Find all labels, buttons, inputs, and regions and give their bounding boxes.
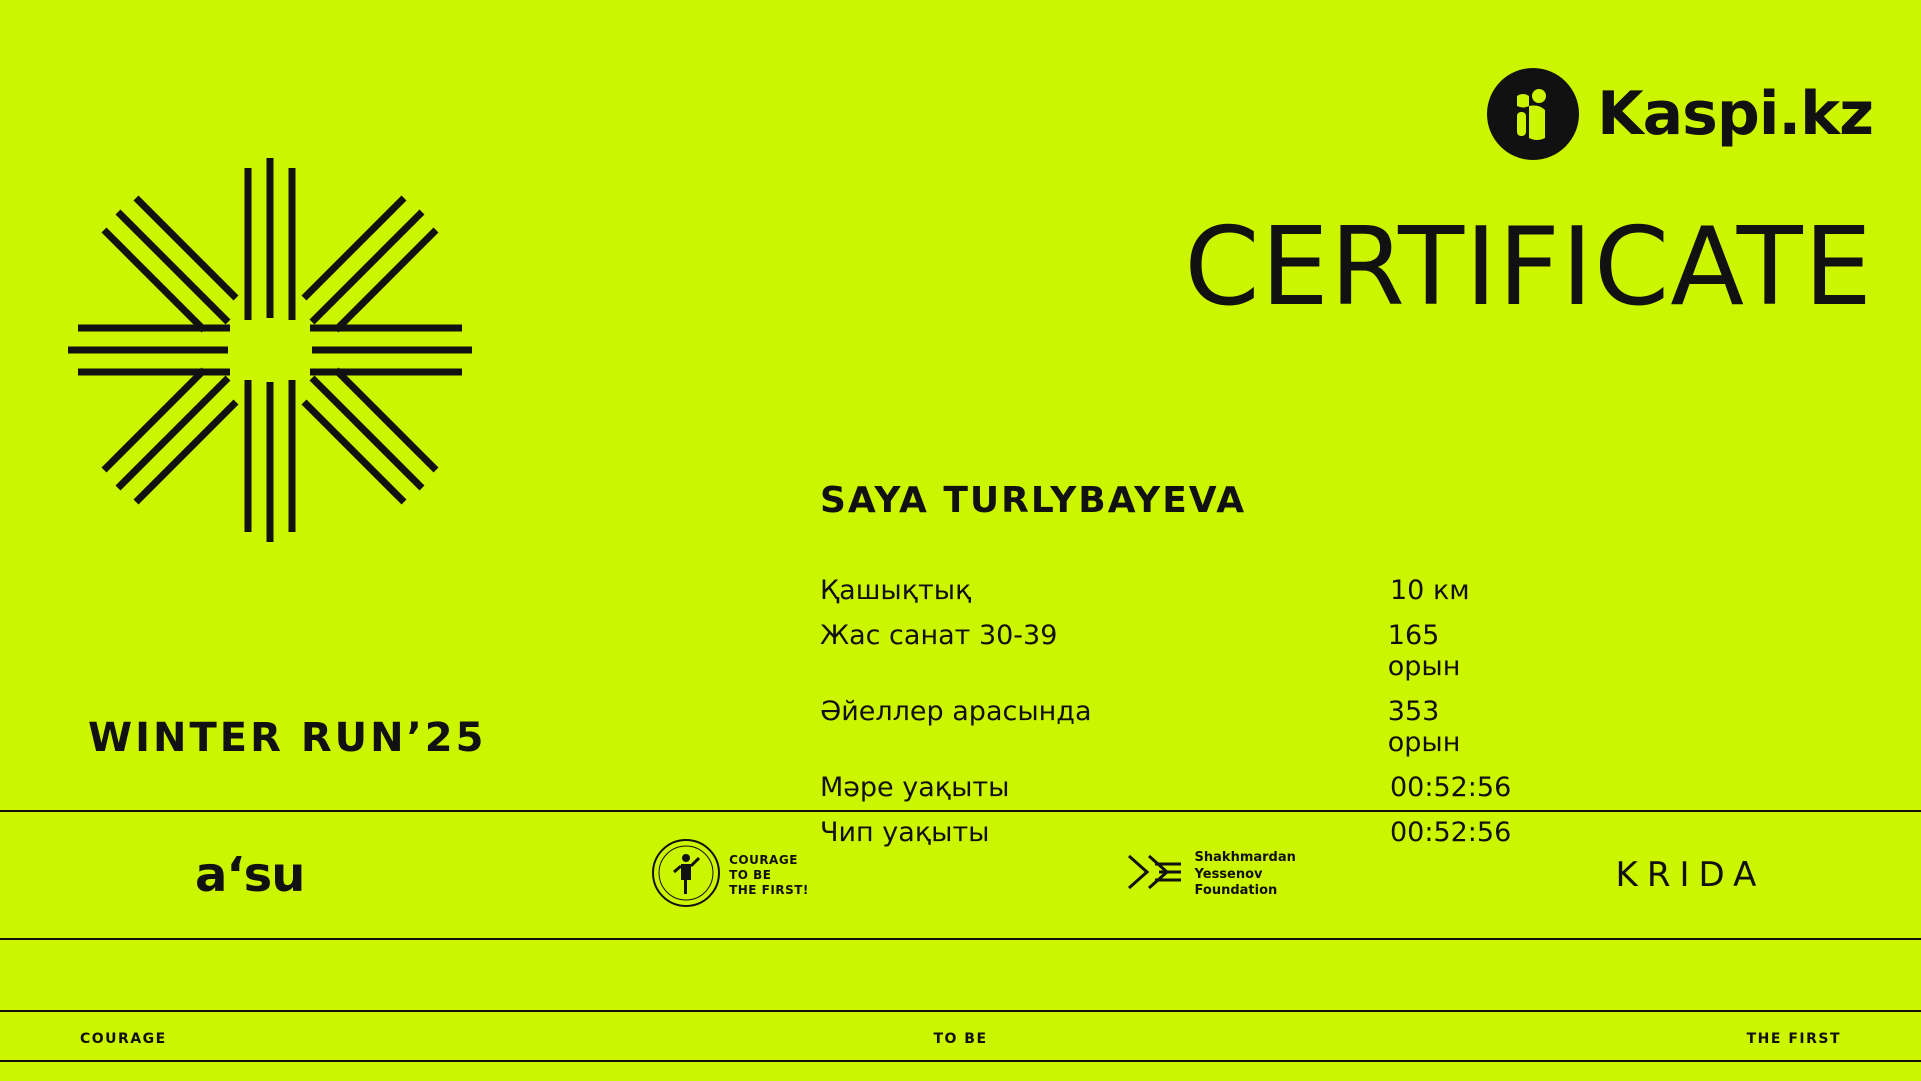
stat-value: 00:52:56 (1390, 817, 1512, 848)
krida-wordmark: KRIDA (1615, 855, 1766, 895)
stat-value: 10 км (1390, 575, 1470, 606)
kaspi-wordmark: Kaspi.kz (1597, 79, 1873, 149)
page-title: CERTIFICATE (1184, 205, 1873, 330)
divider-footer-top (0, 1010, 1921, 1012)
sponsor-band (0, 812, 1921, 938)
asu-wordmark: aʻsu (195, 847, 305, 903)
athlete-name: SAYA TURLYBAYEVA (820, 480, 1247, 521)
stat-row (820, 696, 1520, 758)
divider-footer-bottom (0, 1060, 1921, 1062)
stat-value: 353 орын (1387, 696, 1461, 758)
syf-line-1: Shakhmardan (1194, 849, 1296, 865)
yessenov-foundation-text (1195, 850, 1296, 901)
footer-right: THE FIRST (1746, 1031, 1841, 1047)
courage-seal-icon (651, 838, 721, 913)
courage-line-2: TO BE (729, 867, 772, 882)
footer-left: COURAGE (80, 1031, 167, 1047)
footer-slogan (0, 1022, 1921, 1056)
kaspi-logo (1487, 68, 1873, 160)
syf-line-3: Foundation (1194, 883, 1278, 899)
stat-value: 165 орын (1387, 620, 1461, 682)
stat-row (820, 772, 1520, 803)
sponsor-courage-fund (499, 838, 960, 913)
sponsor-krida (1460, 855, 1921, 895)
sponsor-asu (0, 847, 499, 903)
winter-run-starburst-icon (60, 150, 480, 550)
footer-center: TO BE (933, 1031, 988, 1047)
courage-fund-text (729, 853, 809, 898)
event-name: WINTER RUN’25 (88, 715, 487, 761)
courage-line-3: THE FIRST! (729, 882, 809, 897)
divider-sponsors-bottom (0, 938, 1921, 940)
courage-line-1: COURAGE (729, 852, 798, 867)
stat-label: Мәре уақыты (820, 772, 1010, 803)
sponsor-yessenov-foundation (960, 850, 1459, 901)
stat-value: 00:52:56 (1390, 772, 1512, 803)
yessenov-mark-icon (1125, 850, 1185, 899)
stat-label: Әйеллер арасында (820, 696, 1092, 727)
syf-line-2: Yessenov (1194, 866, 1263, 882)
stat-row (820, 575, 1520, 606)
kaspi-person-mark-icon (1487, 68, 1579, 160)
stat-label: Чип уақыты (820, 817, 990, 848)
stat-row (820, 620, 1520, 682)
stat-label: Жас санат 30-39 (820, 620, 1058, 651)
stat-label: Қашықтық (820, 575, 972, 606)
